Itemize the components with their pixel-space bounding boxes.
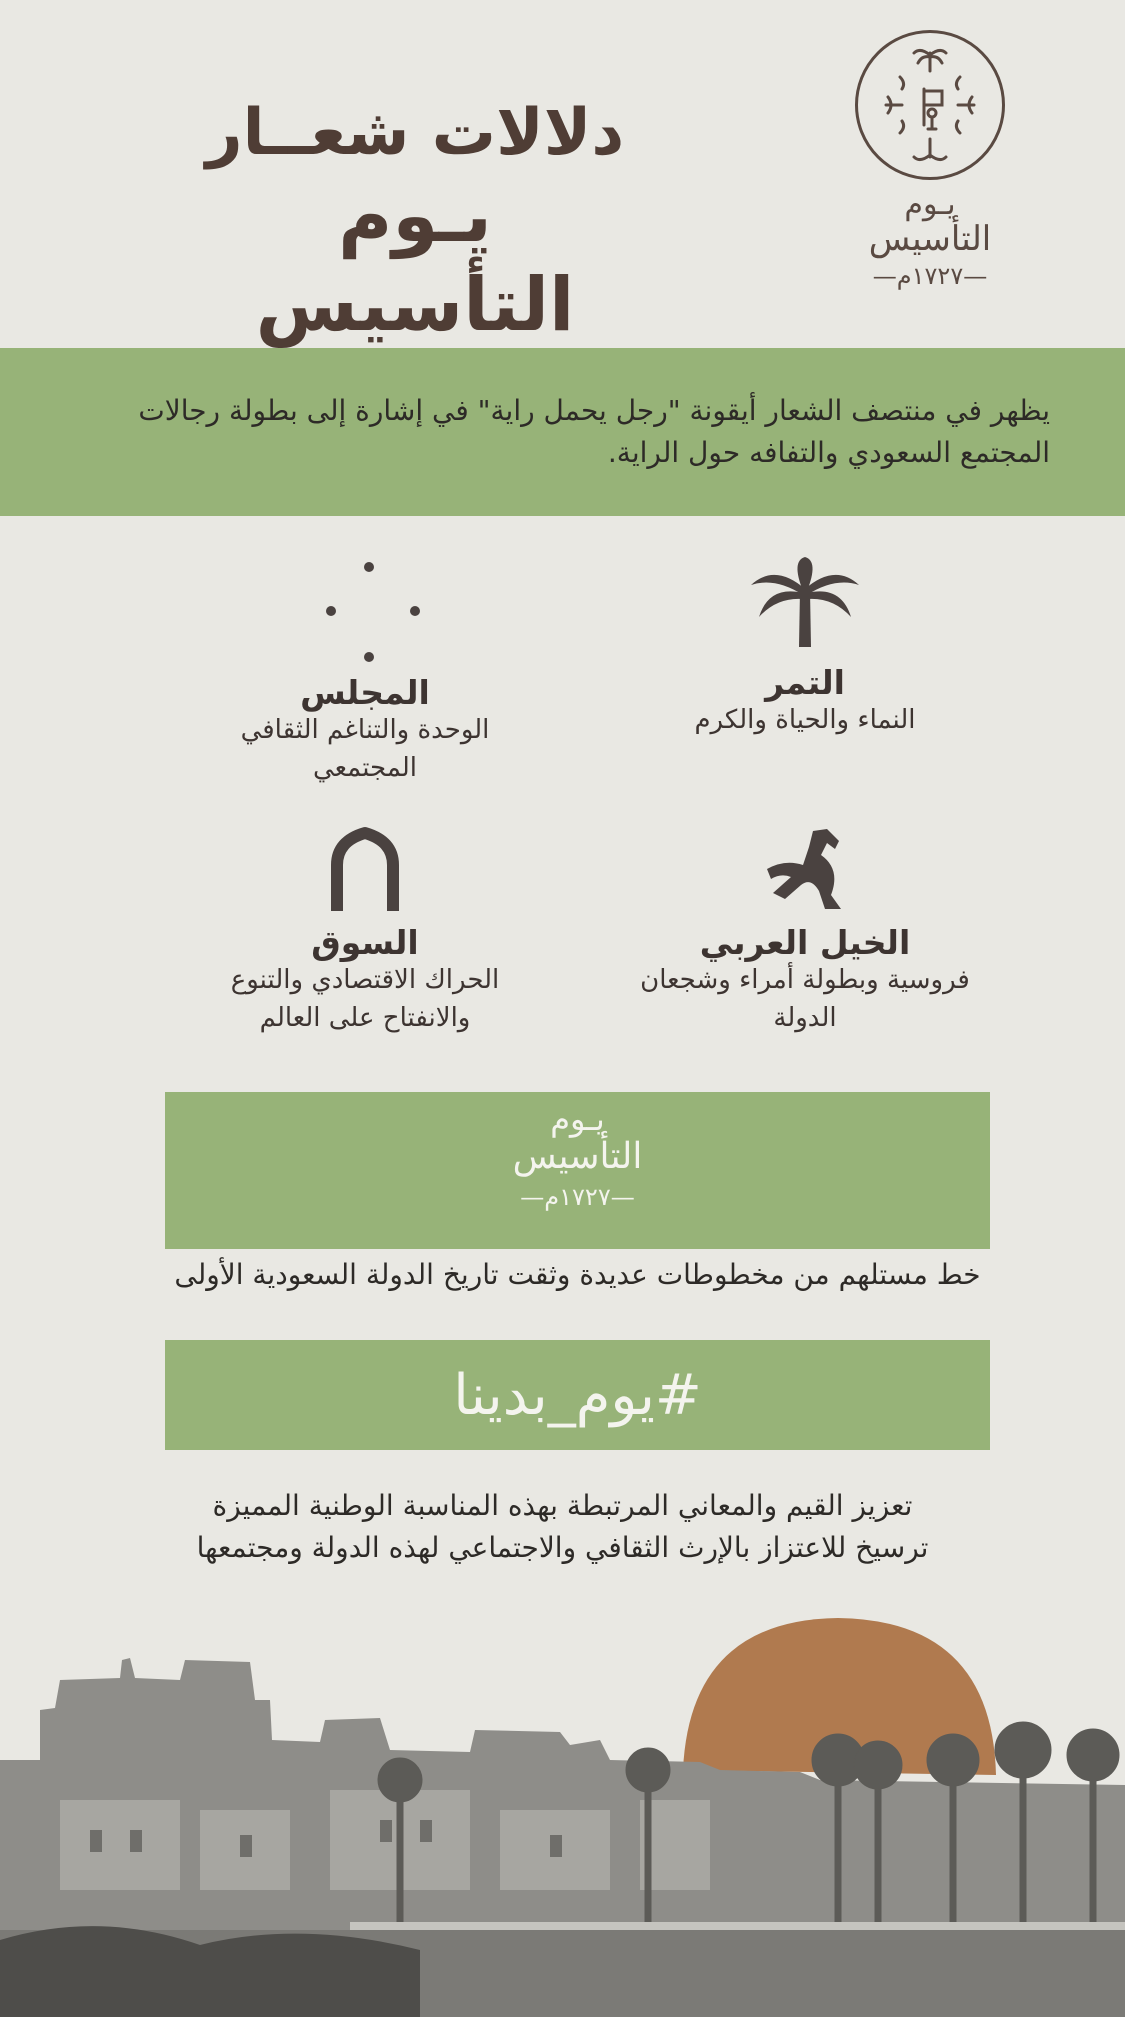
closing-text <box>120 1485 1005 1569</box>
symbol-souq-desc: الحراك الاقتصادي والتنوع والانفتاح على العالم <box>230 965 500 1033</box>
symbol-majlis-desc: الوحدة والتناغم الثقافي المجتمعي <box>240 715 490 783</box>
founding-day-logo <box>845 30 1015 290</box>
symbol-souq <box>200 825 530 1037</box>
hashtag-box <box>165 1340 990 1450</box>
logo-text-line-2: التأسيس <box>868 219 992 259</box>
calligraphy-caption: خط مستلهم من مخطوطات عديدة وثقت تاريخ الدولة السعودية الأولى <box>174 1258 981 1291</box>
diriyah-skyline-illustration <box>0 1600 1125 2017</box>
intro-text: يظهر في منتصف الشعار أيقونة "رجل يحمل راية" في إشارة إلى بطولة رجالات المجتمع السعودي والتفافه حول الراية. <box>138 394 1050 469</box>
seal-emblem-icon <box>855 30 1005 180</box>
calligraphy-year: —١٧٢٧م— <box>520 1182 635 1211</box>
majlis-icon <box>305 555 425 665</box>
hashtag-text: #يوم_بدينا <box>453 1362 702 1428</box>
horse-icon <box>755 825 855 915</box>
symbol-dates-name: التمر <box>765 663 845 702</box>
title-line-2: يـوم التأسيس <box>255 172 575 348</box>
symbol-dates-desc: النماء والحياة والكرم <box>694 705 916 735</box>
closing-line-1: تعزيز القيم والمعاني المرتبطة بهذه المناسبة الوطنية المميزة <box>212 1489 913 1522</box>
souq-arch-icon <box>315 825 415 915</box>
title-line-1: دلالات شعــار <box>205 96 625 170</box>
symbol-souq-name: السوق <box>311 923 419 962</box>
calligraphy-line-1: يـوم <box>550 1100 605 1138</box>
symbol-horse-desc: فروسية وبطولة أمراء وشجعان الدولة <box>640 965 970 1033</box>
symbol-majlis-name: المجلس <box>300 673 430 712</box>
symbol-dates <box>640 555 970 740</box>
calligraphy-logo-box <box>165 1092 990 1249</box>
symbol-majlis <box>200 555 530 787</box>
logo-text-line-1: يـوم <box>904 187 956 222</box>
symbol-horse-name: الخيل العربي <box>699 923 911 962</box>
closing-line-2: ترسيخ للاعتزاز بالإرث الثقافي والاجتماعي لهذه الدولة ومجتمعها <box>196 1531 929 1564</box>
logo-year: —١٧٢٧م— <box>872 262 988 291</box>
symbol-arabian-horse <box>640 825 970 1037</box>
page-title <box>180 95 650 349</box>
palm-icon <box>745 555 865 655</box>
calligraphy-line-2: التأسيس <box>512 1136 643 1178</box>
